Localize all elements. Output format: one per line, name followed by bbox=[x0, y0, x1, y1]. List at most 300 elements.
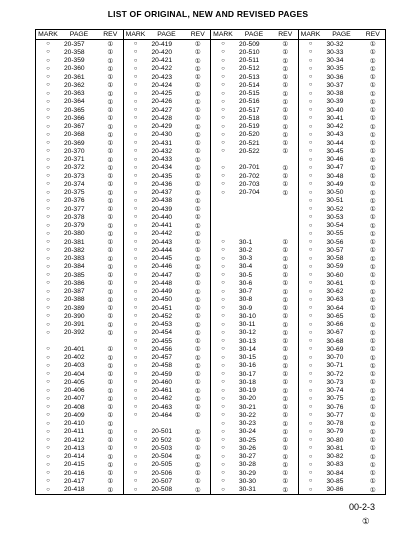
rev-cell: ① bbox=[107, 395, 114, 403]
table-row bbox=[299, 263, 386, 271]
rev-cell: ① bbox=[107, 82, 114, 90]
mark-cell: ○ bbox=[221, 164, 225, 171]
page-cell: 20-357 bbox=[64, 40, 85, 48]
mark-cell: ○ bbox=[46, 90, 50, 97]
mark-cell: ○ bbox=[308, 131, 313, 138]
mark-cell: ○ bbox=[221, 57, 225, 64]
rev-cell: ① bbox=[282, 263, 289, 271]
page-cell: 30-60 bbox=[326, 271, 344, 279]
rev-cell: ① bbox=[282, 115, 289, 123]
page-cell: 20-388 bbox=[64, 296, 85, 304]
rev-cell: ① bbox=[282, 123, 289, 131]
rev-cell: ① bbox=[194, 189, 201, 197]
rev-cell: ① bbox=[194, 65, 201, 73]
mark-cell: ○ bbox=[133, 239, 138, 246]
page-cell: 20-404 bbox=[64, 370, 85, 378]
page-cell: 20-412 bbox=[64, 436, 85, 444]
mark-cell: ○ bbox=[133, 214, 138, 221]
page-cell: 20-417 bbox=[64, 477, 85, 485]
table-row bbox=[299, 40, 386, 48]
rev-cell: ① bbox=[369, 412, 376, 420]
page-cell: 30-39 bbox=[326, 98, 344, 106]
mark-cell: ○ bbox=[46, 321, 50, 328]
mark-cell: ○ bbox=[133, 173, 138, 180]
table-row bbox=[124, 296, 211, 304]
mark-cell: ○ bbox=[221, 296, 225, 303]
page-cell: 30-62 bbox=[326, 288, 344, 296]
table-row bbox=[299, 114, 386, 122]
rev-cell: ① bbox=[369, 140, 376, 148]
mark-cell: ○ bbox=[308, 197, 313, 204]
page-cell: 30-76 bbox=[326, 403, 344, 411]
table-row bbox=[124, 48, 211, 56]
table-row bbox=[211, 246, 298, 254]
rev-cell: ① bbox=[282, 181, 289, 189]
table-row bbox=[124, 444, 211, 452]
rev-cell: ① bbox=[107, 263, 114, 271]
table-row bbox=[299, 395, 386, 403]
rev-cell: ① bbox=[282, 74, 289, 82]
page-cell: 20-430 bbox=[151, 131, 173, 139]
mark-cell: ○ bbox=[308, 453, 313, 460]
table-row bbox=[124, 345, 211, 353]
table-row bbox=[36, 403, 123, 411]
rev-cell: ① bbox=[107, 173, 114, 181]
mark-cell: ○ bbox=[133, 140, 138, 147]
page-cell: 20-374 bbox=[64, 180, 85, 188]
mark-cell: ○ bbox=[221, 173, 225, 180]
rev-cell: ① bbox=[107, 329, 114, 337]
page-cell: 30-65 bbox=[326, 312, 344, 320]
table-row bbox=[36, 205, 123, 213]
table-row bbox=[36, 180, 123, 188]
rev-cell: ① bbox=[369, 263, 376, 271]
rev-cell: ① bbox=[107, 280, 114, 288]
mark-cell: ○ bbox=[133, 395, 138, 402]
page-cell: 30-17 bbox=[239, 370, 256, 378]
table-row bbox=[299, 312, 386, 320]
page-cell: 30-47 bbox=[326, 164, 344, 172]
page-cell: 30-55 bbox=[326, 230, 344, 238]
rev-header: REV bbox=[278, 31, 293, 38]
rev-cell: ① bbox=[107, 247, 114, 255]
rev-cell: ① bbox=[107, 428, 114, 436]
mark-cell: ○ bbox=[221, 123, 225, 130]
rev-cell: ① bbox=[369, 90, 376, 98]
rev-cell: ① bbox=[107, 288, 114, 296]
page-cell: 20-701 bbox=[239, 164, 260, 172]
rev-cell: ① bbox=[369, 65, 376, 73]
page-cell: 20-424 bbox=[151, 81, 173, 89]
rev-cell: ① bbox=[369, 272, 376, 280]
table-row bbox=[211, 461, 298, 469]
page-cell: 20-459 bbox=[151, 370, 173, 378]
rev-cell: ① bbox=[282, 346, 289, 354]
rev-cell: ① bbox=[194, 41, 201, 49]
rev-cell: ① bbox=[194, 428, 201, 436]
table-row bbox=[299, 329, 386, 337]
page-cell: 20-464 bbox=[151, 411, 173, 419]
rev-cell: ① bbox=[194, 470, 201, 478]
mark-cell: ○ bbox=[133, 255, 138, 262]
table-row bbox=[211, 114, 298, 122]
mark-cell: ○ bbox=[46, 131, 50, 138]
rev-cell: ① bbox=[282, 313, 289, 321]
rev-cell: ① bbox=[107, 404, 114, 412]
table-row bbox=[211, 420, 298, 428]
table-row bbox=[299, 65, 386, 73]
rev-cell: ① bbox=[282, 387, 289, 395]
page-cell: 30-42 bbox=[326, 123, 344, 131]
page-cell: 30-58 bbox=[326, 255, 344, 263]
mark-cell: ○ bbox=[308, 74, 313, 81]
rev-cell: ① bbox=[369, 239, 376, 247]
mark-cell: ○ bbox=[221, 140, 225, 147]
table-row bbox=[124, 486, 211, 494]
page-cell: 20-371 bbox=[64, 156, 85, 164]
rev-cell: ① bbox=[369, 214, 376, 222]
page-cell: 20-522 bbox=[239, 147, 260, 155]
table-row bbox=[211, 453, 298, 461]
rev-cell: ① bbox=[107, 321, 114, 329]
rev-cell: ① bbox=[107, 98, 114, 106]
page-cell: 20-518 bbox=[239, 114, 260, 122]
mark-cell: ○ bbox=[221, 420, 225, 427]
table-row bbox=[211, 263, 298, 271]
rev-cell: ① bbox=[194, 395, 201, 403]
rev-cell: ① bbox=[194, 197, 201, 205]
rev-cell: ① bbox=[282, 57, 289, 65]
page-cell: 20-702 bbox=[239, 172, 260, 180]
page-cell: 20-384 bbox=[64, 263, 85, 271]
rev-cell: ① bbox=[194, 90, 201, 98]
table-row bbox=[36, 362, 123, 370]
table-row bbox=[299, 387, 386, 395]
rev-cell: ① bbox=[369, 181, 376, 189]
page-cell: 20-381 bbox=[64, 238, 85, 246]
mark-cell: ○ bbox=[308, 329, 313, 336]
rev-cell: ① bbox=[194, 387, 201, 395]
rev-cell: ① bbox=[107, 41, 114, 49]
table-row bbox=[36, 453, 123, 461]
page-cell: 30-21 bbox=[239, 403, 256, 411]
table-row bbox=[124, 387, 211, 395]
mark-cell: ○ bbox=[308, 395, 313, 402]
mark-cell: ○ bbox=[308, 272, 313, 279]
mark-cell: ○ bbox=[308, 230, 313, 237]
mark-cell: ○ bbox=[46, 65, 50, 72]
rev-cell: ① bbox=[107, 379, 114, 387]
rev-cell: ① bbox=[107, 148, 114, 156]
rev-cell: ① bbox=[194, 280, 201, 288]
page-cell: 20-445 bbox=[151, 255, 173, 263]
page-cell: 30-11 bbox=[239, 321, 256, 329]
page-cell: 20-504 bbox=[151, 453, 173, 461]
table-row bbox=[299, 164, 386, 172]
mark-cell: ○ bbox=[308, 412, 313, 419]
rev-cell: ① bbox=[369, 420, 376, 428]
table-row bbox=[211, 131, 298, 139]
mark-cell: ○ bbox=[133, 82, 138, 89]
mark-cell: ○ bbox=[46, 214, 50, 221]
table-row bbox=[124, 205, 211, 213]
rev-cell: ① bbox=[369, 461, 376, 469]
table-row bbox=[36, 131, 123, 139]
rev-cell: ① bbox=[282, 65, 289, 73]
mark-cell: ○ bbox=[133, 379, 138, 386]
rev-cell: ① bbox=[194, 305, 201, 313]
page-cell: 20-389 bbox=[64, 304, 85, 312]
page-cell: 20-514 bbox=[239, 81, 260, 89]
page-cell: 20-441 bbox=[151, 222, 173, 230]
page-cell: 20-501 bbox=[151, 428, 173, 436]
page-cell: 20-517 bbox=[239, 106, 260, 114]
table-row bbox=[124, 477, 211, 485]
table-row bbox=[211, 312, 298, 320]
page-cell: 20-377 bbox=[64, 205, 85, 213]
mark-cell: ○ bbox=[46, 239, 50, 246]
table-row bbox=[299, 354, 386, 362]
table-row bbox=[124, 131, 211, 139]
table-row bbox=[36, 296, 123, 304]
rev-cell: ① bbox=[194, 272, 201, 280]
rev-cell: ① bbox=[369, 453, 376, 461]
table-row bbox=[36, 411, 123, 419]
rev-cell: ① bbox=[369, 362, 376, 370]
page-cell: 20-402 bbox=[64, 354, 85, 362]
table-row bbox=[124, 139, 211, 147]
table-row bbox=[36, 312, 123, 320]
table-row bbox=[36, 329, 123, 337]
mark-cell: ○ bbox=[46, 395, 50, 402]
page-cell: 20-447 bbox=[151, 271, 173, 279]
table-row bbox=[299, 337, 386, 345]
rev-cell: ① bbox=[282, 148, 289, 156]
rev-cell: ① bbox=[194, 156, 201, 164]
page-cell: 20-378 bbox=[64, 213, 85, 221]
page-cell: 20-365 bbox=[64, 106, 85, 114]
rev-cell: ① bbox=[369, 329, 376, 337]
rev-cell: ① bbox=[107, 371, 114, 379]
table-row bbox=[211, 370, 298, 378]
table-row bbox=[124, 453, 211, 461]
page-cell: 30-46 bbox=[326, 156, 344, 164]
rev-cell: ① bbox=[282, 412, 289, 420]
page-cell: 30-32 bbox=[326, 40, 344, 48]
page-cell: 30-64 bbox=[326, 304, 344, 312]
mark-cell: ○ bbox=[133, 453, 138, 460]
mark-cell: ○ bbox=[221, 288, 225, 295]
page-cell: 30-19 bbox=[239, 387, 256, 395]
page-cell: 20-362 bbox=[64, 81, 85, 89]
table-row bbox=[124, 428, 211, 436]
page-cell: 20-425 bbox=[151, 90, 173, 98]
page-cell: 20-360 bbox=[64, 65, 85, 73]
page-cell: 20-379 bbox=[64, 222, 85, 230]
table-row bbox=[299, 222, 386, 230]
mark-cell: ○ bbox=[221, 362, 225, 369]
mark-cell: ○ bbox=[133, 305, 138, 312]
mark-cell: ○ bbox=[221, 41, 225, 48]
page-cell: 20-419 bbox=[151, 40, 173, 48]
rev-cell: ① bbox=[107, 305, 114, 313]
page-cell: 20-435 bbox=[151, 172, 173, 180]
table-row bbox=[36, 106, 123, 114]
mark-cell: ○ bbox=[133, 74, 138, 81]
mark-cell: ○ bbox=[308, 486, 313, 493]
table-row bbox=[124, 180, 211, 188]
rev-cell: ① bbox=[369, 354, 376, 362]
table-row bbox=[211, 337, 298, 345]
table-row bbox=[211, 395, 298, 403]
rev-cell: ① bbox=[194, 321, 201, 329]
table-row bbox=[211, 403, 298, 411]
table-row bbox=[211, 222, 298, 230]
table-row bbox=[124, 461, 211, 469]
table-row bbox=[36, 436, 123, 444]
table-row bbox=[211, 279, 298, 287]
rev-cell: ① bbox=[194, 296, 201, 304]
page-cell: 20-505 bbox=[151, 461, 173, 469]
page-cell: 30-59 bbox=[326, 263, 344, 271]
mark-cell: ○ bbox=[308, 247, 313, 254]
rev-cell: ① bbox=[194, 412, 201, 420]
table-row bbox=[36, 90, 123, 98]
table-row bbox=[36, 81, 123, 89]
rev-cell: ① bbox=[282, 49, 289, 57]
table-row bbox=[36, 337, 123, 345]
page-cell: 20-386 bbox=[64, 279, 85, 287]
page-cell: 20-456 bbox=[151, 345, 173, 353]
mark-cell: ○ bbox=[308, 173, 313, 180]
mark-cell: ○ bbox=[133, 329, 138, 336]
table-row bbox=[211, 329, 298, 337]
page-cell: 30-82 bbox=[326, 453, 344, 461]
rev-cell: ① bbox=[107, 420, 114, 428]
table-row bbox=[124, 98, 211, 106]
page-cell: 30-67 bbox=[326, 329, 344, 337]
rev-cell: ① bbox=[282, 247, 289, 255]
table-row bbox=[124, 57, 211, 65]
mark-cell: ○ bbox=[308, 214, 313, 221]
mark-cell: ○ bbox=[46, 123, 50, 130]
rev-cell: ① bbox=[282, 41, 289, 49]
mark-cell: ○ bbox=[46, 272, 50, 279]
table-row bbox=[124, 312, 211, 320]
page-cell: 20-509 bbox=[239, 40, 260, 48]
table-row bbox=[211, 180, 298, 188]
page-cell: 20-431 bbox=[151, 139, 173, 147]
page-cell: 20-451 bbox=[151, 304, 173, 312]
rev-cell: ① bbox=[369, 313, 376, 321]
mark-cell: ○ bbox=[133, 412, 138, 419]
page-cell: 20-434 bbox=[151, 164, 173, 172]
mark-cell: ○ bbox=[46, 461, 50, 468]
rev-cell: ① bbox=[107, 387, 114, 395]
mark-cell: ○ bbox=[221, 387, 225, 394]
mark-cell: ○ bbox=[133, 206, 138, 213]
page-cell: 20-508 bbox=[151, 486, 173, 494]
page-cell: 30-25 bbox=[239, 436, 256, 444]
rev-cell: ① bbox=[194, 206, 201, 214]
table-row bbox=[124, 403, 211, 411]
page-cell: 20-436 bbox=[151, 180, 173, 188]
mark-cell: ○ bbox=[46, 354, 50, 361]
rev-cell: ① bbox=[107, 131, 114, 139]
page-cell: 20-463 bbox=[151, 403, 173, 411]
mark-cell: ○ bbox=[308, 57, 313, 64]
mark-cell: ○ bbox=[133, 313, 138, 320]
table-row bbox=[36, 213, 123, 221]
mark-cell: ○ bbox=[221, 445, 225, 452]
rev-cell: ① bbox=[194, 486, 201, 494]
mark-cell: ○ bbox=[221, 280, 225, 287]
mark-cell: ○ bbox=[133, 148, 138, 155]
table-column bbox=[36, 30, 124, 494]
page-cell: 30-81 bbox=[326, 444, 344, 452]
page-cell: 20-392 bbox=[64, 329, 85, 337]
mark-cell: ○ bbox=[221, 470, 225, 477]
rev-cell: ① bbox=[194, 371, 201, 379]
table-header bbox=[211, 30, 298, 40]
page-cell: 30-22 bbox=[239, 411, 256, 419]
rev-cell: ① bbox=[107, 222, 114, 230]
table-row bbox=[211, 477, 298, 485]
rev-cell: ① bbox=[282, 90, 289, 98]
mark-cell: ○ bbox=[133, 437, 138, 444]
rev-cell: ① bbox=[369, 197, 376, 205]
mark-cell: ○ bbox=[46, 305, 50, 312]
mark-cell: ○ bbox=[221, 371, 225, 378]
mark-cell: ○ bbox=[221, 354, 225, 361]
rev-cell: ① bbox=[107, 90, 114, 98]
page-cell: 20-446 bbox=[151, 263, 173, 271]
rev-cell: ① bbox=[282, 131, 289, 139]
table-row bbox=[124, 469, 211, 477]
mark-cell: ○ bbox=[133, 362, 138, 369]
mark-cell: ○ bbox=[133, 156, 138, 163]
table-row bbox=[36, 279, 123, 287]
table-row bbox=[211, 205, 298, 213]
mark-cell: ○ bbox=[308, 239, 313, 246]
rev-cell: ① bbox=[369, 156, 376, 164]
table-header bbox=[299, 30, 386, 40]
page-cell: 30-49 bbox=[326, 180, 344, 188]
mark-cell: ○ bbox=[133, 230, 138, 237]
mark-cell: ○ bbox=[46, 222, 50, 229]
rev-cell: ① bbox=[369, 321, 376, 329]
rev-cell: ① bbox=[107, 49, 114, 57]
mark-cell: ○ bbox=[221, 329, 225, 336]
rev-cell: ① bbox=[369, 41, 376, 49]
table-row bbox=[211, 73, 298, 81]
mark-cell: ○ bbox=[308, 379, 313, 386]
rev-cell: ① bbox=[369, 57, 376, 65]
rev-cell: ① bbox=[369, 486, 376, 494]
page-cell: 20-387 bbox=[64, 288, 85, 296]
mark-cell: ○ bbox=[46, 437, 50, 444]
rev-cell: ① bbox=[369, 164, 376, 172]
page-cell: 20-406 bbox=[64, 387, 85, 395]
mark-cell: ○ bbox=[221, 478, 225, 485]
rev-cell: ① bbox=[194, 98, 201, 106]
rev-cell: ① bbox=[369, 230, 376, 238]
mark-cell: ○ bbox=[221, 74, 225, 81]
mark-cell: ○ bbox=[133, 461, 138, 468]
table-row bbox=[211, 378, 298, 386]
table-row bbox=[211, 428, 298, 436]
table-row bbox=[211, 296, 298, 304]
